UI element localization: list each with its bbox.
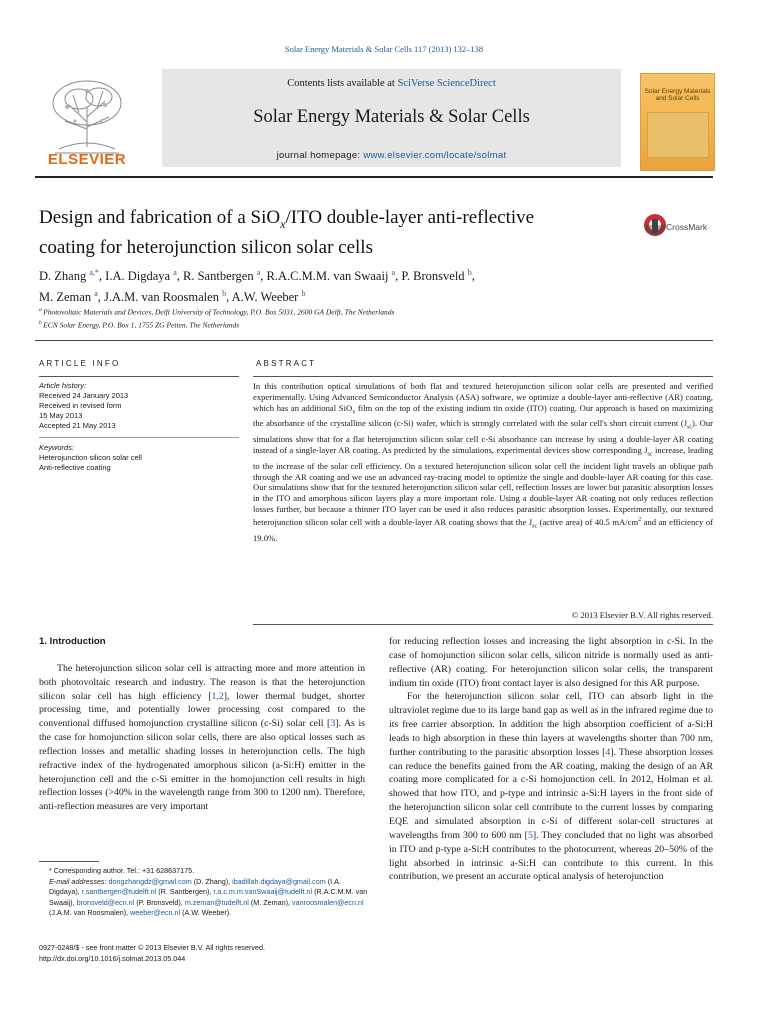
doi-link[interactable]: http://dx.doi.org/10.1016/j.solmat.2013.05.044 [39, 953, 186, 963]
author-separator: , [176, 269, 184, 284]
keyword-2: Anti-reflective coating [39, 463, 111, 472]
issn-line: 0927-0248/$ - see front matter © 2013 Elsevier B.V. All rights reserved. [39, 943, 265, 952]
publisher-wordmark: ELSEVIER [47, 151, 127, 168]
author-separator: , [226, 290, 232, 305]
affiliations [39, 305, 719, 330]
keyword-1: Heterojunction silicon solar cell [39, 453, 142, 462]
author-name: P. Bronsveld [401, 269, 468, 284]
homepage-link[interactable]: www.elsevier.com/locate/solmat [363, 150, 507, 161]
journal-name: Solar Energy Materials & Solar Cells [253, 107, 530, 127]
citation-link[interactable]: 5 [527, 829, 533, 841]
footnotes [39, 866, 369, 919]
email-owner: (R. Santbergen), [156, 887, 214, 897]
history-label: Article history: [39, 381, 87, 390]
received-date: Received 24 January 2013 [39, 391, 129, 400]
journal-banner [162, 69, 621, 167]
author-separator: , [97, 290, 105, 305]
article-info-heading: ARTICLE INFO [39, 359, 121, 368]
abstract-sub: sc [687, 425, 693, 432]
journal-header [35, 69, 621, 169]
email-owner: (A.W. Weeber). [180, 908, 232, 918]
intro-paragraph-continued: for reducing reflection losses and increasing the light absorption in c-Si. In the case of homojunction silicon solar cells, silicon nitride is normally used as anti-reflective (AR) coating. For heterojunction silicon solar cells, the transparent indium tin oxide (ITO) front contact layer is also designed for this AR purpose. [389, 636, 713, 689]
author-affil-marker[interactable]: a,* [89, 268, 99, 277]
text-run: For the heterojunction silicon solar cell, ITO can absorb light in the ultraviolet regime due to its large band gap as well as in the infrared regime due to its free carrier absorption. In addition the high absorption coefficient of a-Si:H leads to high absorption in these thin layers at wavelengths shorter than 700 nm, further contributing to the parasitic absorption losses [ [389, 691, 713, 758]
journal-reference[interactable]: Solar Energy Materials & Solar Cells 117 (2013) 132–138 [284, 44, 484, 54]
journal-cover-image[interactable] [640, 73, 715, 171]
abstract-part: film on the top of the existing indium tin oxide (ITO) coating. Our approach is based on maximizing the absorbance of the crystalline silicon (c-Si) wafer, which is strongly correlated with the solar cell's short circuit current (J [253, 402, 713, 429]
article-info-rule [39, 376, 239, 377]
email-link[interactable]: weeber@ecn.nl [130, 908, 181, 918]
abstract-sup: 2 [638, 517, 642, 524]
email-link[interactable]: r.santbergen@tudelft.nl [81, 887, 157, 897]
author-name: J.A.M. van Roosmalen [104, 290, 223, 305]
author-name: I.A. Digdaya [105, 269, 174, 284]
text-run: ], lower thermal budget, shorter processing time, and potentially lower processing cost compared to the conventional diffused homojunction crystalline silicon (c-Si) solar cell [ [39, 690, 365, 730]
author-affil-marker[interactable]: b [222, 289, 227, 299]
abstract-sub: sc [647, 451, 653, 458]
revised-date: 15 May 2013 [39, 411, 83, 420]
affiliation-text: ECN Solar Energy, P.O. Box 1, 1755 ZG Petten, The Netherlands [43, 320, 240, 329]
abstract-part: (active area) of 40.5 mA/cm [537, 516, 639, 527]
contents-prefix: Contents lists available at [287, 78, 398, 89]
author-name: A.W. Weeber [231, 290, 302, 305]
email-addresses [39, 877, 369, 919]
author-name: M. Zeman [39, 290, 95, 305]
abstract-part: increase, leading to the increase of the solar cell efficiency. On a textured heterojunction silicon solar cell the incident light travels an oblique path through the AR coating and we use an advanced ray-tracing model to optimize the single and double-layer AR coating for this case. Our simulations show that for the textured heterojunction silicon solar cell, reflection losses are lower but parasitic absorption losses in the ITO and amorphous silicon layers play a more important role. Using a double-layer AR coating not only reduces reflection losses further, but because a thinner ITO layer can be used it also reduces parasitic absorption losses. Experimentally, our textured heterojunction silicon solar cell with a double-layer AR coating shows that the J [253, 444, 713, 527]
intro-paragraph-1 [39, 662, 365, 814]
crossmark-label[interactable]: CrossMark [666, 222, 708, 232]
email-link[interactable]: m.zeman@tudelft.nl [184, 897, 249, 907]
email-owner: (M. Zeman), [248, 897, 292, 907]
email-owner: (I.A. Digdaya), [49, 876, 341, 897]
citation-link[interactable]: 3 [330, 718, 336, 730]
email-link[interactable]: r.a.c.m.m.vanSwaaij@tudelft.nl [213, 887, 313, 897]
email-label: E-mail addresses: [49, 876, 109, 886]
author-name: R. Santbergen [183, 269, 257, 284]
affiliation-line [39, 305, 719, 318]
abstract-rule-top [253, 376, 713, 377]
text-run: ]. They concluded that no light was absorbed in ITO and p-type a-Si:H contributes to the photocurrent, whereas 20–50% of the light absorbed in intrinsic a-Si:H can contribute to this current. In this contribution, we present an accurate optical analysis of heterojunction [389, 829, 713, 883]
abstract-part: In this contribution optical simulations of both flat and textured heterojunction silicon solar cells are presented and verified experimentally. Using Advanced Semiconductor Analysis (ASA) software, we optimize a double-layer anti-reflective (AR) coating, which has an additional SiO [253, 381, 713, 413]
author-name: R.A.C.M.M. van Swaaij [266, 269, 392, 284]
email-link[interactable]: ibadillah.digdaya@gmail.com [232, 876, 326, 886]
abstract-part: and an efficiency of 19.0%. [253, 516, 714, 543]
corresponding-author: * Corresponding author. Tel.: +31 628637175. [49, 866, 195, 875]
section-rule [35, 340, 713, 341]
abstract-part: ). Our simulations show that for a flat heterojunction silicon solar cell c-Si absorbance can increase by using a double-layer AR coating instead of a single-layer AR coating. As predicted by the simulations, experimental devices show corresponding J [253, 418, 713, 455]
title-line-2: coating for heterojunction silicon solar cells [39, 236, 373, 258]
abstract-rule-bottom [253, 624, 713, 625]
body-column-right [389, 635, 713, 884]
citation-link[interactable]: 1,2 [211, 690, 224, 702]
author-list [39, 264, 719, 306]
title-subscript: x [280, 216, 286, 231]
author-name: D. Zhang [39, 269, 90, 284]
issn-doi-block [39, 943, 369, 964]
email-link[interactable]: vanroosmalen@ecn.nl [291, 897, 364, 907]
affiliation-marker: b [39, 319, 44, 326]
author-affil-marker[interactable]: a [173, 268, 177, 277]
homepage-prefix: journal homepage: [276, 150, 364, 161]
author-separator: , [471, 269, 475, 284]
affiliation-line [39, 318, 719, 331]
accepted-date: Accepted 21 May 2013 [39, 421, 116, 430]
affiliation-text: Photovoltaic Materials and Devices, Delft University of Technology, P.O. Box 5031, 2600 GA Delft, The Netherlands [43, 307, 395, 317]
affiliation-marker: a [39, 307, 44, 313]
author-affil-marker[interactable]: b [301, 289, 306, 299]
author-affil-marker[interactable]: a [256, 268, 261, 277]
contents-line [162, 78, 621, 89]
cover-title: Solar Energy Materials and Solar Cells [644, 88, 711, 102]
text-run: ]. As is the case for homojunction silicon solar cells, there are also optical losses such as reflection losses and metallic shading losses in heterojunction cells. The high refractive index of the hydrogenated amorphous silicon (a-Si:H) emitter in the heterojunction cell and the c-Si emitter in the homojunction cell results in high reflection losses (>40% in the wavelength range from 300 to 1200 nm). Therefore, anti-reflection measures are very important [39, 718, 365, 813]
abstract-heading: ABSTRACT [256, 359, 317, 368]
author-affil-marker[interactable]: a [94, 289, 98, 299]
email-owner: (R.A.C.M.M. van Swaaij), [49, 887, 368, 907]
text-run: The heterojunction silicon solar cell is attracting more and more attention in both photovoltaic research and industry. The reason is that the heterojunction silicon solar cell has high efficiency [ [39, 662, 365, 702]
sciencedirect-link[interactable]: SciVerse ScienceDirect [397, 78, 496, 89]
article-title [39, 206, 639, 259]
email-owner: (D. Zhang), [191, 876, 233, 886]
body-column-left [39, 635, 365, 814]
email-owner: (J.A.M. van Roosmalen), [49, 908, 131, 918]
title-part-1: Design and fabrication of a SiO [39, 207, 281, 228]
section-heading-introduction: 1. Introduction [39, 636, 106, 647]
homepage-line [162, 150, 621, 161]
email-link[interactable]: bronsveld@ecn.nl [76, 897, 135, 907]
abstract-sub: x [352, 409, 356, 416]
revised-label: Received in revised form [39, 401, 122, 410]
author-affil-marker[interactable]: a [391, 268, 396, 277]
keywords-label: Keywords: [39, 443, 75, 452]
footnote-rule [39, 861, 99, 862]
intro-paragraph-2 [389, 690, 713, 884]
title-part-2: /ITO double-layer anti-reflective [285, 207, 535, 228]
cover-picture [647, 112, 709, 158]
copyright: © 2013 Elsevier B.V. All rights reserved. [571, 610, 713, 620]
keywords-rule [39, 437, 239, 438]
email-link[interactable]: dongzhangdz@gmail.com [108, 876, 192, 886]
header-rule [35, 176, 713, 178]
author-separator: , [98, 269, 106, 284]
email-owner: (P. Bronsveld), [134, 897, 185, 907]
abstract-text [253, 381, 713, 544]
citation-link[interactable]: 4 [605, 746, 611, 758]
text-run: ]. These absorption losses can reduce the benefits gained from the AR coating, making the design of an AR coating more complicated for a c-Si homojunction cell. In 2012, Holman et al. showed that how ITO, and p-type and intrinsic a-Si:H layers in the front side of the heterojunction silicon solar cell contribute to the current losses by comparing EQE and simulated absorption in c-Si of different solar-cell structures at wavelengths from 300 to 600 nm [ [389, 746, 713, 841]
article-info-block [39, 381, 239, 473]
author-separator: , [395, 269, 402, 284]
author-affil-marker[interactable]: b [467, 268, 472, 277]
author-separator: , [260, 269, 267, 284]
abstract-sub: sc [532, 523, 538, 530]
